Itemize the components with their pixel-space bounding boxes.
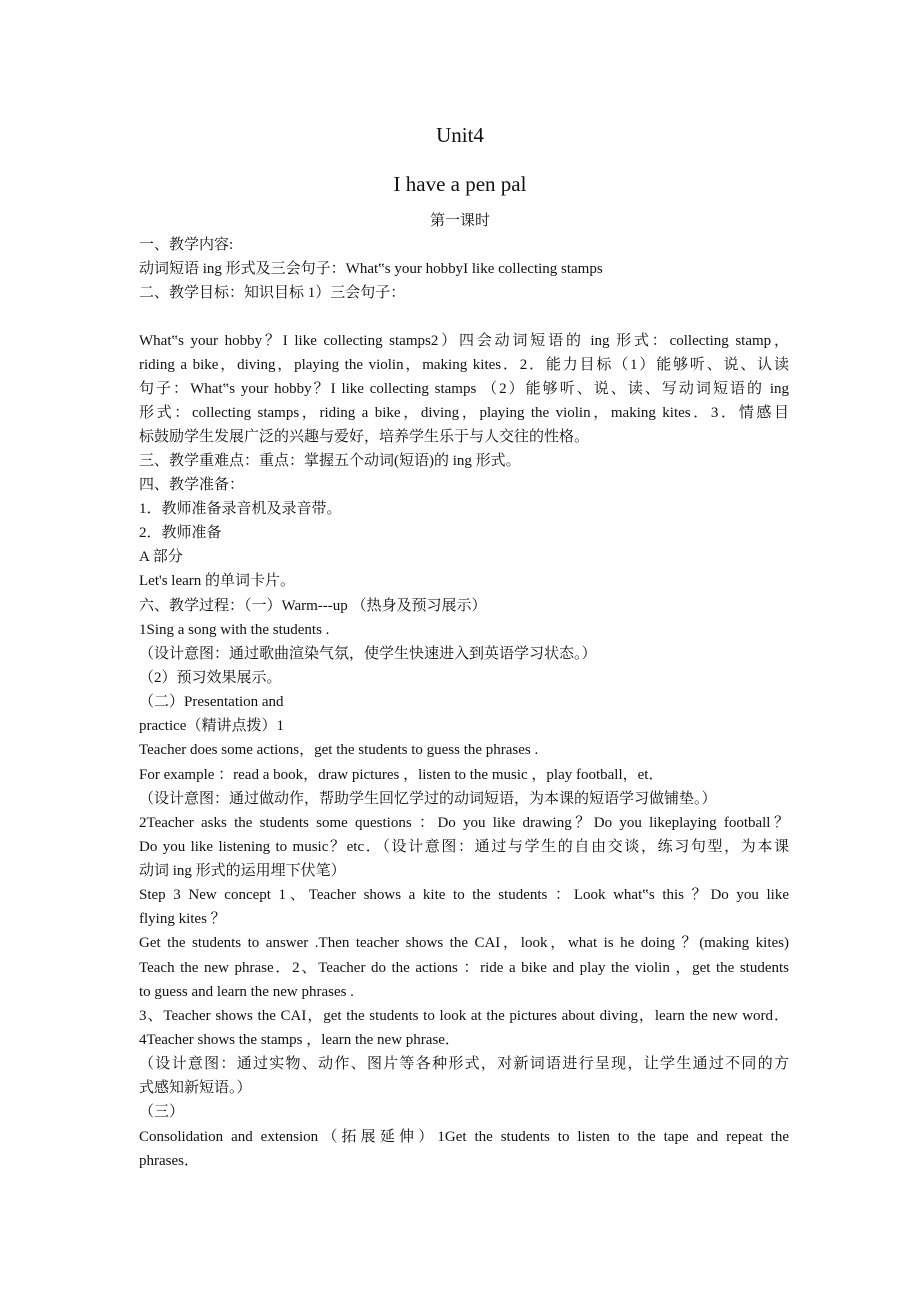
text-line: Step 3 New concept 1、Teacher shows a kite to the students ：Look what‟s this ？Do you like xyxy=(139,887,789,903)
text-line: （二）Presentation and xyxy=(139,694,284,710)
text-line: 4Teacher shows the stamps ，learn the new phrase． xyxy=(139,1032,460,1048)
text-line: 二、教学目标：知识目标 1）三会句子： xyxy=(139,285,406,301)
text-line: Consolidation and extension（拓展延伸）1Get the students to listen to the tape and repeat the xyxy=(139,1129,789,1145)
unit-heading: Unit4 xyxy=(436,123,484,147)
text-line: 标鼓励学生发展广泛的兴趣与爱好，培养学生乐于与人交往的性格。 xyxy=(139,429,590,445)
text-line: 六、教学过程：（一）Warm---up （热身及预习展示） xyxy=(139,598,487,614)
text-line: 四、教学准备： xyxy=(139,477,245,493)
text-line: 1．教师准备录音机及录音带。 xyxy=(139,501,342,517)
page-title: I have a pen pal xyxy=(393,172,527,196)
text-line: 形式：collecting stamps，riding a bike，diving，playing the violin，making kites．3．情感目 xyxy=(139,405,789,421)
text-line: 2Teacher asks the students some questions ：Do you like drawing？Do you likeplaying football？ xyxy=(139,815,789,831)
text-line: phrases． xyxy=(139,1153,199,1169)
text-line: practice（精讲点拨）1 xyxy=(139,718,284,734)
text-line: Teacher does some actions，get the students to guess the phrases . xyxy=(139,742,539,758)
text-line: 式感知新短语。） xyxy=(139,1080,252,1096)
text-line: 1Sing a song with the students . xyxy=(139,622,330,638)
lesson-subtitle: 第一课时 xyxy=(429,213,490,229)
text-line: flying kites ？ xyxy=(139,911,226,927)
text-line: （设计意图：通过做动作，帮助学生回忆学过的动词短语，为本课的短语学习做铺垫。） xyxy=(139,791,717,807)
text-line: 三、教学重难点：重点：掌握五个动词(短语)的 ing 形式。 xyxy=(139,453,521,469)
text-line: riding a bike，diving，playing the violin，making kites．2．能力目标（1）能够听、说、认读 xyxy=(139,357,789,373)
text-line: For example ：read a book，draw pictures ，listen to the music ，play football，et． xyxy=(139,767,664,783)
text-line: Do you like listening to music？etc．（设计意图：通过与学生的自由交谈，练习句型，为本课 xyxy=(139,839,789,855)
text-line: （设计意图：通过歌曲渲染气氛，使学生快速进入到英语学习状态。） xyxy=(139,646,597,662)
text-line: Teach the new phrase．2、Teacher do the actions ：ride a bike and play the violin ，get the students xyxy=(139,960,789,976)
text-line: （三） xyxy=(139,1104,185,1120)
text-line: 动词短语 ing 形式及三会句子：What‟s your hobbyI like collecting stamps xyxy=(139,261,603,277)
text-line: （2）预习效果展示。 xyxy=(139,670,282,686)
text-line: Get the students to answer .Then teacher shows the CAI，look，what is he doing ？(making kites) xyxy=(139,935,789,951)
text-line: 3、Teacher shows the CAI，get the students to look at the pictures about diving，learn the new word． xyxy=(139,1008,789,1024)
text-line: A 部分 xyxy=(139,549,183,565)
text-line: 一、教学内容: xyxy=(139,237,234,253)
text-line: Let's learn 的单词卡片。 xyxy=(139,573,296,589)
text-line: 2．教师准备 xyxy=(139,525,222,541)
text-line: （设计意图：通过实物、动作、图片等各种形式，对新词语进行呈现，让学生通过不同的方 xyxy=(139,1056,789,1072)
text-line: 句子：What‟s your hobby？I like collecting stamps （2）能够听、说、读、写动词短语的 ing xyxy=(139,381,789,397)
text-line: What‟s your hobby？I like collecting stamps2）四会动词短语的 ing 形式：collecting stamp， xyxy=(139,333,789,349)
text-line: to guess and learn the new phrases . xyxy=(139,984,354,1000)
text-line: 动词 ing 形式的运用埋下伏笔） xyxy=(139,863,346,879)
